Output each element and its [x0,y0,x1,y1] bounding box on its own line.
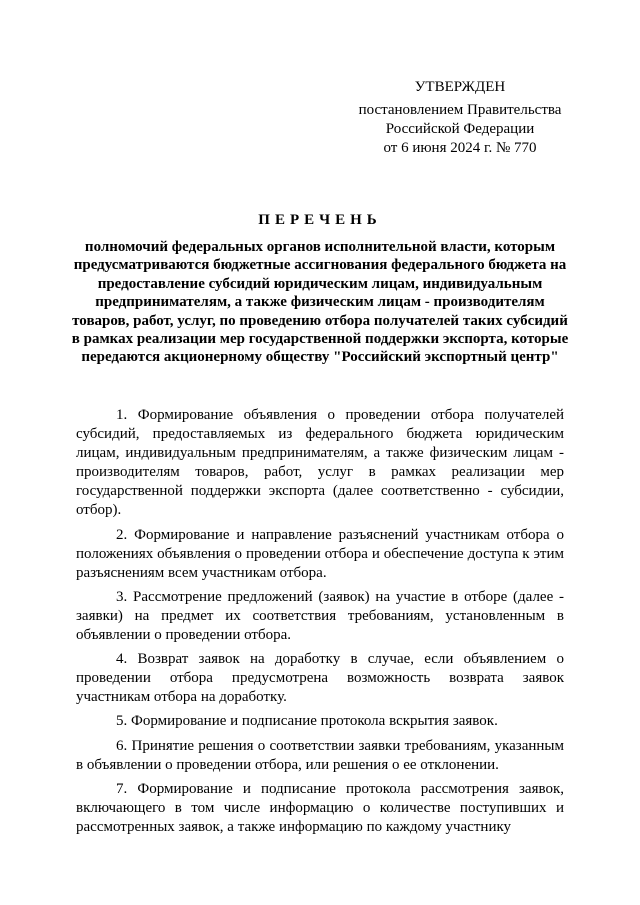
item-number: 3. [116,588,128,605]
approval-line: Российской Федерации [385,121,535,137]
approval-block [350,78,570,158]
item-text: Формирование и направление разъяснений участникам отбора о положениях объявления о проведении отбора и обеспечение доступа к этим разъяснениям всем участникам отбора. [76,526,565,581]
item-text: Принятие решения о соответствии заявки требованиям, указанным в объявлении о проведении отбора, или решения о ее отклонении. [76,737,564,773]
item-text: Рассмотрение предложений (заявок) на участие в отборе (далее - заявки) на предмет их соответствия требованиям, установленным в объявлении о проведении отбора. [76,588,565,644]
list-item [76,712,564,731]
list-item [76,780,564,837]
item-text: Формирование объявления о проведении отбора получателей субсидий, предоставляемых из федерального бюджета юридическим лицам, индивидуальным предпринимателям, а также физическим лицам - производителям товаров, работ, услуг в рамках реализации мер государственной поддержки экспорта (далее соответственно - субсидии, отбор). [76,407,565,519]
approval-heading: УТВЕРЖДЕН [414,79,506,95]
document-title: ПЕРЕЧЕНЬ [258,212,382,228]
item-number: 6. [116,737,128,754]
item-number: 7. [116,780,128,797]
list-item [76,737,564,775]
item-text: Формирование и подписание протокола рассмотрения заявок, включающего в том числе информацию о количестве поступивших и рассмотренных заявок, а также информацию по каждому участнику [76,780,564,835]
item-text: Формирование и подписание протокола вскрытия заявок. [131,713,498,730]
item-number: 5. [116,713,128,730]
approval-line: постановлением Правительства [358,102,562,118]
item-text: Возврат заявок на доработку в случае, если объявлением о проведении отбора предусмотрена возможность возврата заявок участникам отбора на доработку. [76,651,565,706]
item-number: 2. [116,526,128,543]
document-subtitle: полномочий федеральных органов исполнительной власти, которым предусматриваются бюджетные ассигнования федерального бюджета на предоставление субсидий юридическим лицам, индивидуальным предпринимателям, а также физическим лицам - производителям товаров, работ, услуг, по проведению отбора получателей таких субсидий в рамках реализации мер государственной поддержки экспорта, которые передаются акционерному обществу "Российский экспортный центр" [71,239,569,366]
list-item [76,588,564,645]
items-list [76,406,564,842]
list-item [76,526,564,583]
list-item [76,650,564,707]
list-item [76,406,564,521]
item-number: 1. [116,407,128,423]
approval-date-line: от 6 июня 2024 г. № 770 [383,140,537,156]
item-number: 4. [116,651,128,668]
